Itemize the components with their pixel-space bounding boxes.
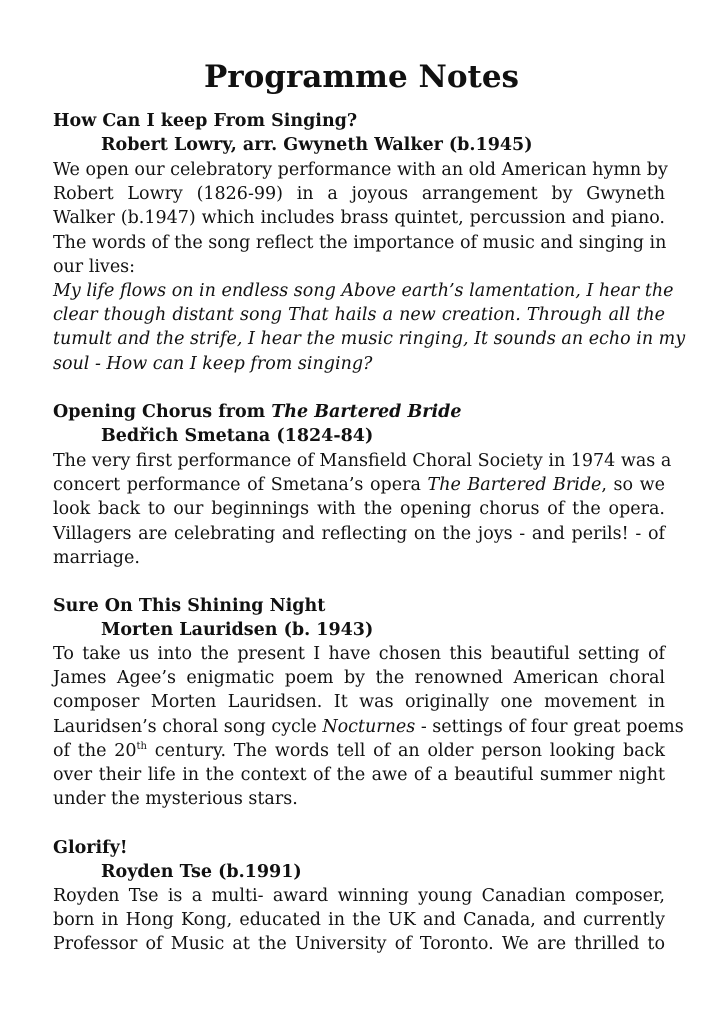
piece-description <box>53 642 684 811</box>
piece-title-prefix: Opening Chorus from <box>53 402 272 422</box>
text-line: Royden Tse is a multi- award winning young Canadian composer, <box>53 886 665 906</box>
text-line: James Agee’s enigmatic poem by the renowned American choral <box>53 668 665 689</box>
lyric-line: tumult and the strife, I hear the music ringing, It sounds an echo in my <box>53 329 686 350</box>
lyric-line: clear though distant song That hails a new creation. Through all the <box>53 305 665 326</box>
composer-tse: Royden Tse (b.1991) <box>101 862 302 882</box>
text-line: born in Hong Kong, educated in the UK and Canada, and currently <box>53 910 665 931</box>
composer-smetana: Bedřich Smetana (1824-84) <box>101 426 374 446</box>
text-line: over their life in the context of the awe of a beautiful summer night <box>53 765 665 786</box>
text-line: Robert Lowry (1826-99) in a joyous arrangement by Gwyneth <box>53 184 665 205</box>
piece-title-work: The Bartered Bride <box>271 402 462 422</box>
piece-title-sure-on-this-shining-night: Sure On This Shining Night <box>53 596 326 616</box>
piece-title-glorify: Glorify! <box>53 838 128 858</box>
text-line: The very first performance of Mansfield Choral Society in 1974 was a <box>53 451 672 471</box>
page-title: Programme Notes <box>203 59 520 95</box>
piece-description <box>53 884 665 957</box>
text-line: our lives: <box>53 256 136 277</box>
text-line: of the 20th century. The words tell of an older person looking back <box>53 740 665 761</box>
text-line: Lauridsen’s choral song cycle Nocturnes - settings of four great poems <box>53 716 684 737</box>
piece-description <box>53 158 686 376</box>
text-line: To take us into the present I have chosen this beautiful setting of <box>53 644 665 664</box>
text-line: look back to our beginnings with the opening chorus of the opera. <box>53 499 665 520</box>
composer-lowry-walker: Robert Lowry, arr. Gwyneth Walker (b.1945) <box>101 135 533 155</box>
text-line: concert performance of Smetana’s opera The Bartered Bride, so we <box>53 475 666 496</box>
text-line: marriage. <box>53 547 140 568</box>
text-line: under the mysterious stars. <box>53 789 298 810</box>
text-line: composer Morten Lauridsen. It was originally one movement in <box>53 692 665 713</box>
piece-title-how-can-i-keep: How Can I keep From Singing? <box>53 111 358 131</box>
text-line: Professor of Music at the University of Toronto. We are thrilled to <box>53 934 665 955</box>
piece-title-bartered-bride <box>53 400 673 424</box>
text-line: The words of the song reflect the importance of music and singing in <box>53 232 667 253</box>
lyric-line: My life flows on in endless song Above earth’s lamentation, I hear the <box>53 281 674 302</box>
text-line: Walker (b.1947) which includes brass quintet, percussion and piano. <box>53 208 665 229</box>
lyric-line: soul - How can I keep from singing? <box>53 353 373 374</box>
text-line: Villagers are celebrating and reflecting on the joys - and perils! - of <box>53 523 665 544</box>
composer-lauridsen: Morten Lauridsen (b. 1943) <box>101 620 374 640</box>
text-line: We open our celebratory performance with an old American hymn by <box>53 160 668 180</box>
piece-description <box>53 449 672 570</box>
